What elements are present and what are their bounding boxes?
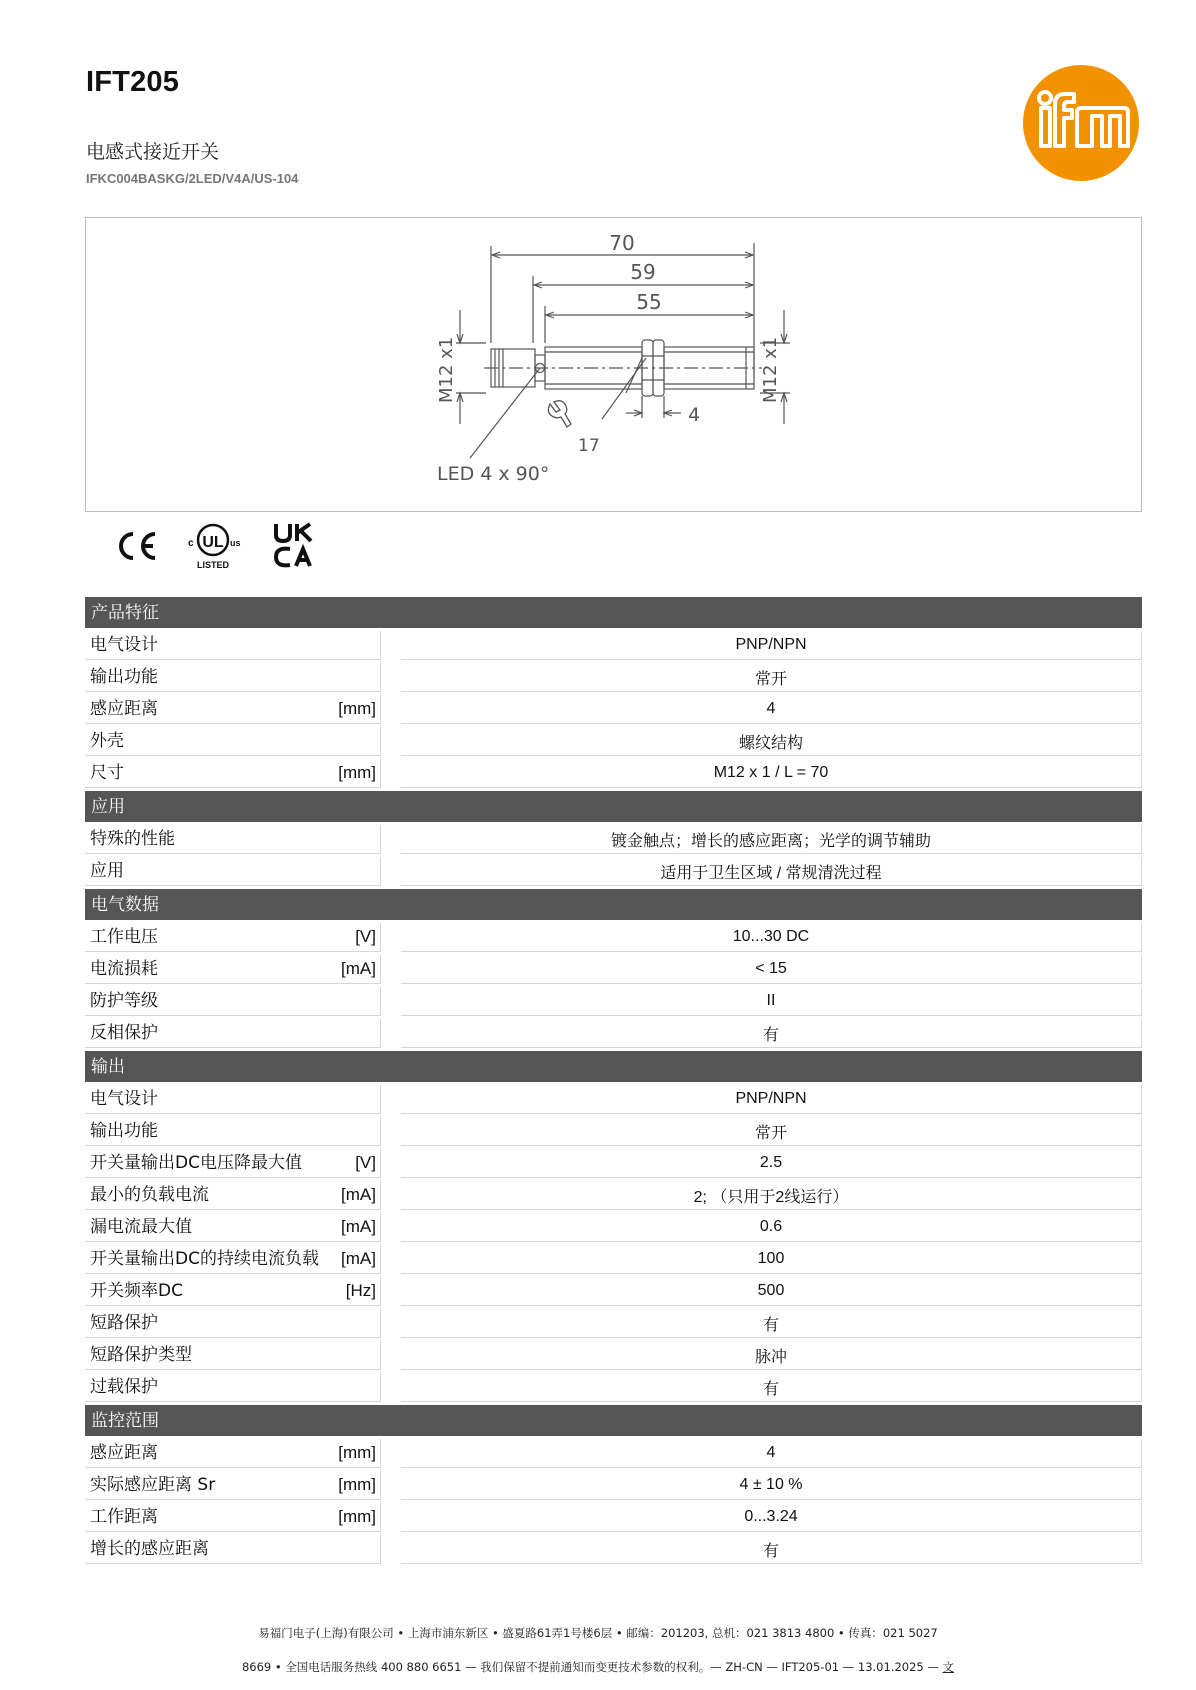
spec-label-cell	[85, 1245, 381, 1274]
spec-label-cell	[85, 825, 381, 854]
spec-unit: [mA]	[341, 1249, 376, 1268]
spec-label: 电气设计	[90, 635, 158, 655]
spec-label: 外壳	[90, 731, 124, 751]
spec-label: 防护等级	[90, 991, 158, 1011]
spec-row	[85, 1085, 1142, 1114]
spec-unit: [mA]	[341, 959, 376, 978]
spec-label-cell	[85, 1535, 381, 1564]
wrench-icon	[548, 401, 571, 427]
spec-unit: [V]	[355, 927, 376, 946]
spec-row	[85, 825, 1142, 854]
spec-label: 实际感应距离 Sr	[90, 1475, 216, 1495]
spec-value: 常开	[401, 1117, 1142, 1146]
spec-row	[85, 1503, 1142, 1532]
section-header: 电气数据	[85, 889, 1142, 920]
svg-text:CE: CE	[113, 570, 115, 571]
spec-label-cell	[85, 923, 381, 952]
spec-row	[85, 727, 1142, 756]
led-label: LED 4 x 90°	[437, 463, 550, 485]
spec-value: 镀金触点；增长的感应距离；光学的调节辅助	[401, 825, 1142, 854]
spec-unit	[370, 1120, 376, 1142]
spec-label: 电流损耗	[90, 959, 158, 979]
svg-text:UK CA: UK CA	[273, 570, 277, 571]
dim-70: 70	[609, 231, 635, 255]
spec-row	[85, 1439, 1142, 1468]
spec-unit	[370, 1022, 376, 1044]
thread-left: M12 x1	[436, 336, 457, 403]
spec-value: 常开	[401, 663, 1142, 692]
logo-text: ifm	[1081, 174, 1083, 175]
wrench-size: 17	[578, 436, 600, 456]
product-type: 电感式接近开关	[86, 141, 220, 163]
spec-label-cell	[85, 1439, 381, 1468]
spec-label: 漏电流最大值	[90, 1217, 192, 1237]
spec-label-cell	[85, 1309, 381, 1338]
spec-label: 开关量输出DC电压降最大值	[90, 1153, 302, 1173]
spec-row	[85, 663, 1142, 692]
spec-label-cell	[85, 759, 381, 788]
spec-value: 2; （只用于2线运行）	[401, 1181, 1142, 1210]
spec-unit: [mA]	[341, 1185, 376, 1204]
section-header: 应用	[85, 791, 1142, 822]
spec-label: 开关量输出DC的持续电流负载	[90, 1249, 319, 1269]
spec-unit: [mm]	[338, 1475, 376, 1494]
spec-value: 0...3.24	[401, 1503, 1142, 1532]
dim-59: 59	[630, 260, 656, 284]
spec-unit	[370, 730, 376, 752]
spec-label: 应用	[90, 861, 124, 881]
spec-unit	[370, 1312, 376, 1334]
spec-value: 适用于卫生区域 / 常规清洗过程	[401, 857, 1142, 886]
spec-unit: [Hz]	[345, 1281, 376, 1300]
spec-label: 增长的感应距离	[90, 1539, 209, 1559]
spec-label: 开关频率DC	[90, 1281, 183, 1301]
spec-label-cell	[85, 955, 381, 984]
spec-label: 尺寸	[90, 763, 124, 783]
dim-55: 55	[636, 290, 662, 314]
spec-label-cell	[85, 1019, 381, 1048]
spec-label: 短路保护	[90, 1313, 158, 1333]
spec-value: 有	[401, 1019, 1142, 1048]
spec-table	[85, 597, 1142, 1567]
footer-legal	[0, 1659, 1196, 1675]
spec-label: 短路保护类型	[90, 1345, 192, 1365]
footer-address: 易福门电子(上海)有限公司 • 上海市浦东新区 • 盛夏路61弄1号楼6层 • 邮编：201203, 总机：021 3813 4800 • 传真：021 5027	[258, 1626, 938, 1640]
spec-row	[85, 1213, 1142, 1242]
spec-label-cell	[85, 631, 381, 660]
spec-label-cell	[85, 663, 381, 692]
spec-label: 感应距离	[90, 699, 158, 719]
spec-label: 最小的负载电流	[90, 1185, 209, 1205]
spec-row	[85, 1117, 1142, 1146]
page-icon: 文	[942, 1660, 955, 1674]
spec-unit	[370, 1376, 376, 1398]
ifm-logo	[1022, 64, 1140, 182]
spec-label-cell	[85, 857, 381, 886]
spec-label-cell	[85, 1373, 381, 1402]
spec-label: 输出功能	[90, 667, 158, 687]
svg-text:UL: UL	[202, 534, 224, 551]
spec-value: 4	[401, 695, 1142, 724]
spec-unit	[370, 1088, 376, 1110]
spec-row	[85, 1471, 1142, 1500]
spec-row	[85, 1245, 1142, 1274]
spec-unit: [mm]	[338, 1507, 376, 1526]
spec-row	[85, 923, 1142, 952]
spec-unit	[370, 1344, 376, 1366]
spec-row	[85, 1277, 1142, 1306]
spec-row	[85, 631, 1142, 660]
spec-value: 有	[401, 1309, 1142, 1338]
spec-unit	[370, 634, 376, 656]
spec-label-cell	[85, 727, 381, 756]
spec-unit: [mm]	[338, 699, 376, 718]
spec-unit: [mm]	[338, 763, 376, 782]
ce-mark-icon	[113, 521, 159, 571]
spec-label-cell	[85, 1471, 381, 1500]
svg-text:us: us	[230, 538, 241, 548]
spec-label: 感应距离	[90, 1443, 158, 1463]
spec-value: 500	[401, 1277, 1142, 1306]
spec-label: 反相保护	[90, 1023, 158, 1043]
spec-value: 有	[401, 1535, 1142, 1564]
spec-row	[85, 987, 1142, 1016]
spec-row	[85, 857, 1142, 886]
spec-unit	[370, 828, 376, 850]
page-title: IFT205	[86, 66, 180, 98]
spec-row	[85, 1373, 1142, 1402]
spec-row	[85, 1309, 1142, 1338]
spec-unit	[370, 860, 376, 882]
spec-value: 螺纹结构	[401, 727, 1142, 756]
article-number: IFKC004BASKG/2LED/V4A/US-104	[86, 171, 299, 186]
spec-value: 有	[401, 1373, 1142, 1402]
spec-label-cell	[85, 1213, 381, 1242]
ukca-mark-icon	[273, 521, 315, 571]
spec-label-cell	[85, 1181, 381, 1210]
spec-label: 工作电压	[90, 927, 158, 947]
thread-right: M12 x1	[760, 336, 781, 403]
spec-row	[85, 1149, 1142, 1178]
spec-label-cell	[85, 695, 381, 724]
spec-label-cell	[85, 1149, 381, 1178]
spec-row	[85, 759, 1142, 788]
spec-row	[85, 1019, 1142, 1048]
section-header: 产品特征	[85, 597, 1142, 628]
spec-value: 0.6	[401, 1213, 1142, 1242]
spec-row	[85, 955, 1142, 984]
spec-row	[85, 1341, 1142, 1370]
spec-row	[85, 1535, 1142, 1564]
ul-listed-icon	[183, 521, 243, 571]
spec-unit	[370, 1538, 376, 1560]
spec-value: 2.5	[401, 1149, 1142, 1178]
spec-value: 10...30 DC	[401, 923, 1142, 952]
spec-label: 电气设计	[90, 1089, 158, 1109]
spec-value: 4	[401, 1439, 1142, 1468]
spec-value: 4 ± 10 %	[401, 1471, 1142, 1500]
svg-text:LISTED: LISTED	[196, 560, 230, 570]
spec-unit	[370, 666, 376, 688]
spec-value: PNP/NPN	[401, 1085, 1142, 1114]
spec-unit	[370, 990, 376, 1012]
spec-value: II	[401, 987, 1142, 1016]
spec-value: PNP/NPN	[401, 631, 1142, 660]
spec-value: 100	[401, 1245, 1142, 1274]
spec-row	[85, 1181, 1142, 1210]
spec-unit: [mm]	[338, 1443, 376, 1462]
spec-label-cell	[85, 987, 381, 1016]
spec-value: < 15	[401, 955, 1142, 984]
spec-unit: [V]	[355, 1153, 376, 1172]
spec-label: 特殊的性能	[90, 829, 175, 849]
spec-label-cell	[85, 1117, 381, 1146]
spec-label-cell	[85, 1341, 381, 1370]
nut-dim: 4	[688, 404, 701, 426]
svg-text:c: c	[188, 538, 194, 549]
spec-value: M12 x 1 / L = 70	[401, 759, 1142, 788]
spec-label: 过载保护	[90, 1377, 158, 1397]
spec-value: 脉冲	[401, 1341, 1142, 1370]
spec-unit: [mA]	[341, 1217, 376, 1236]
spec-label: 工作距离	[90, 1507, 158, 1527]
spec-label-cell	[85, 1277, 381, 1306]
spec-label-cell	[85, 1503, 381, 1532]
spec-row	[85, 695, 1142, 724]
spec-label: 输出功能	[90, 1121, 158, 1141]
footer-legal-text: 8669 • 全国电话服务热线 400 880 6651 — 我们保留不提前通知而变更技术参数的权利。— ZH-CN — IFT205-01 — 13.01.2025 —	[241, 1660, 943, 1674]
section-header: 监控范围	[85, 1405, 1142, 1436]
dimension-drawing	[85, 217, 1142, 512]
section-header: 输出	[85, 1051, 1142, 1082]
spec-label-cell	[85, 1085, 381, 1114]
